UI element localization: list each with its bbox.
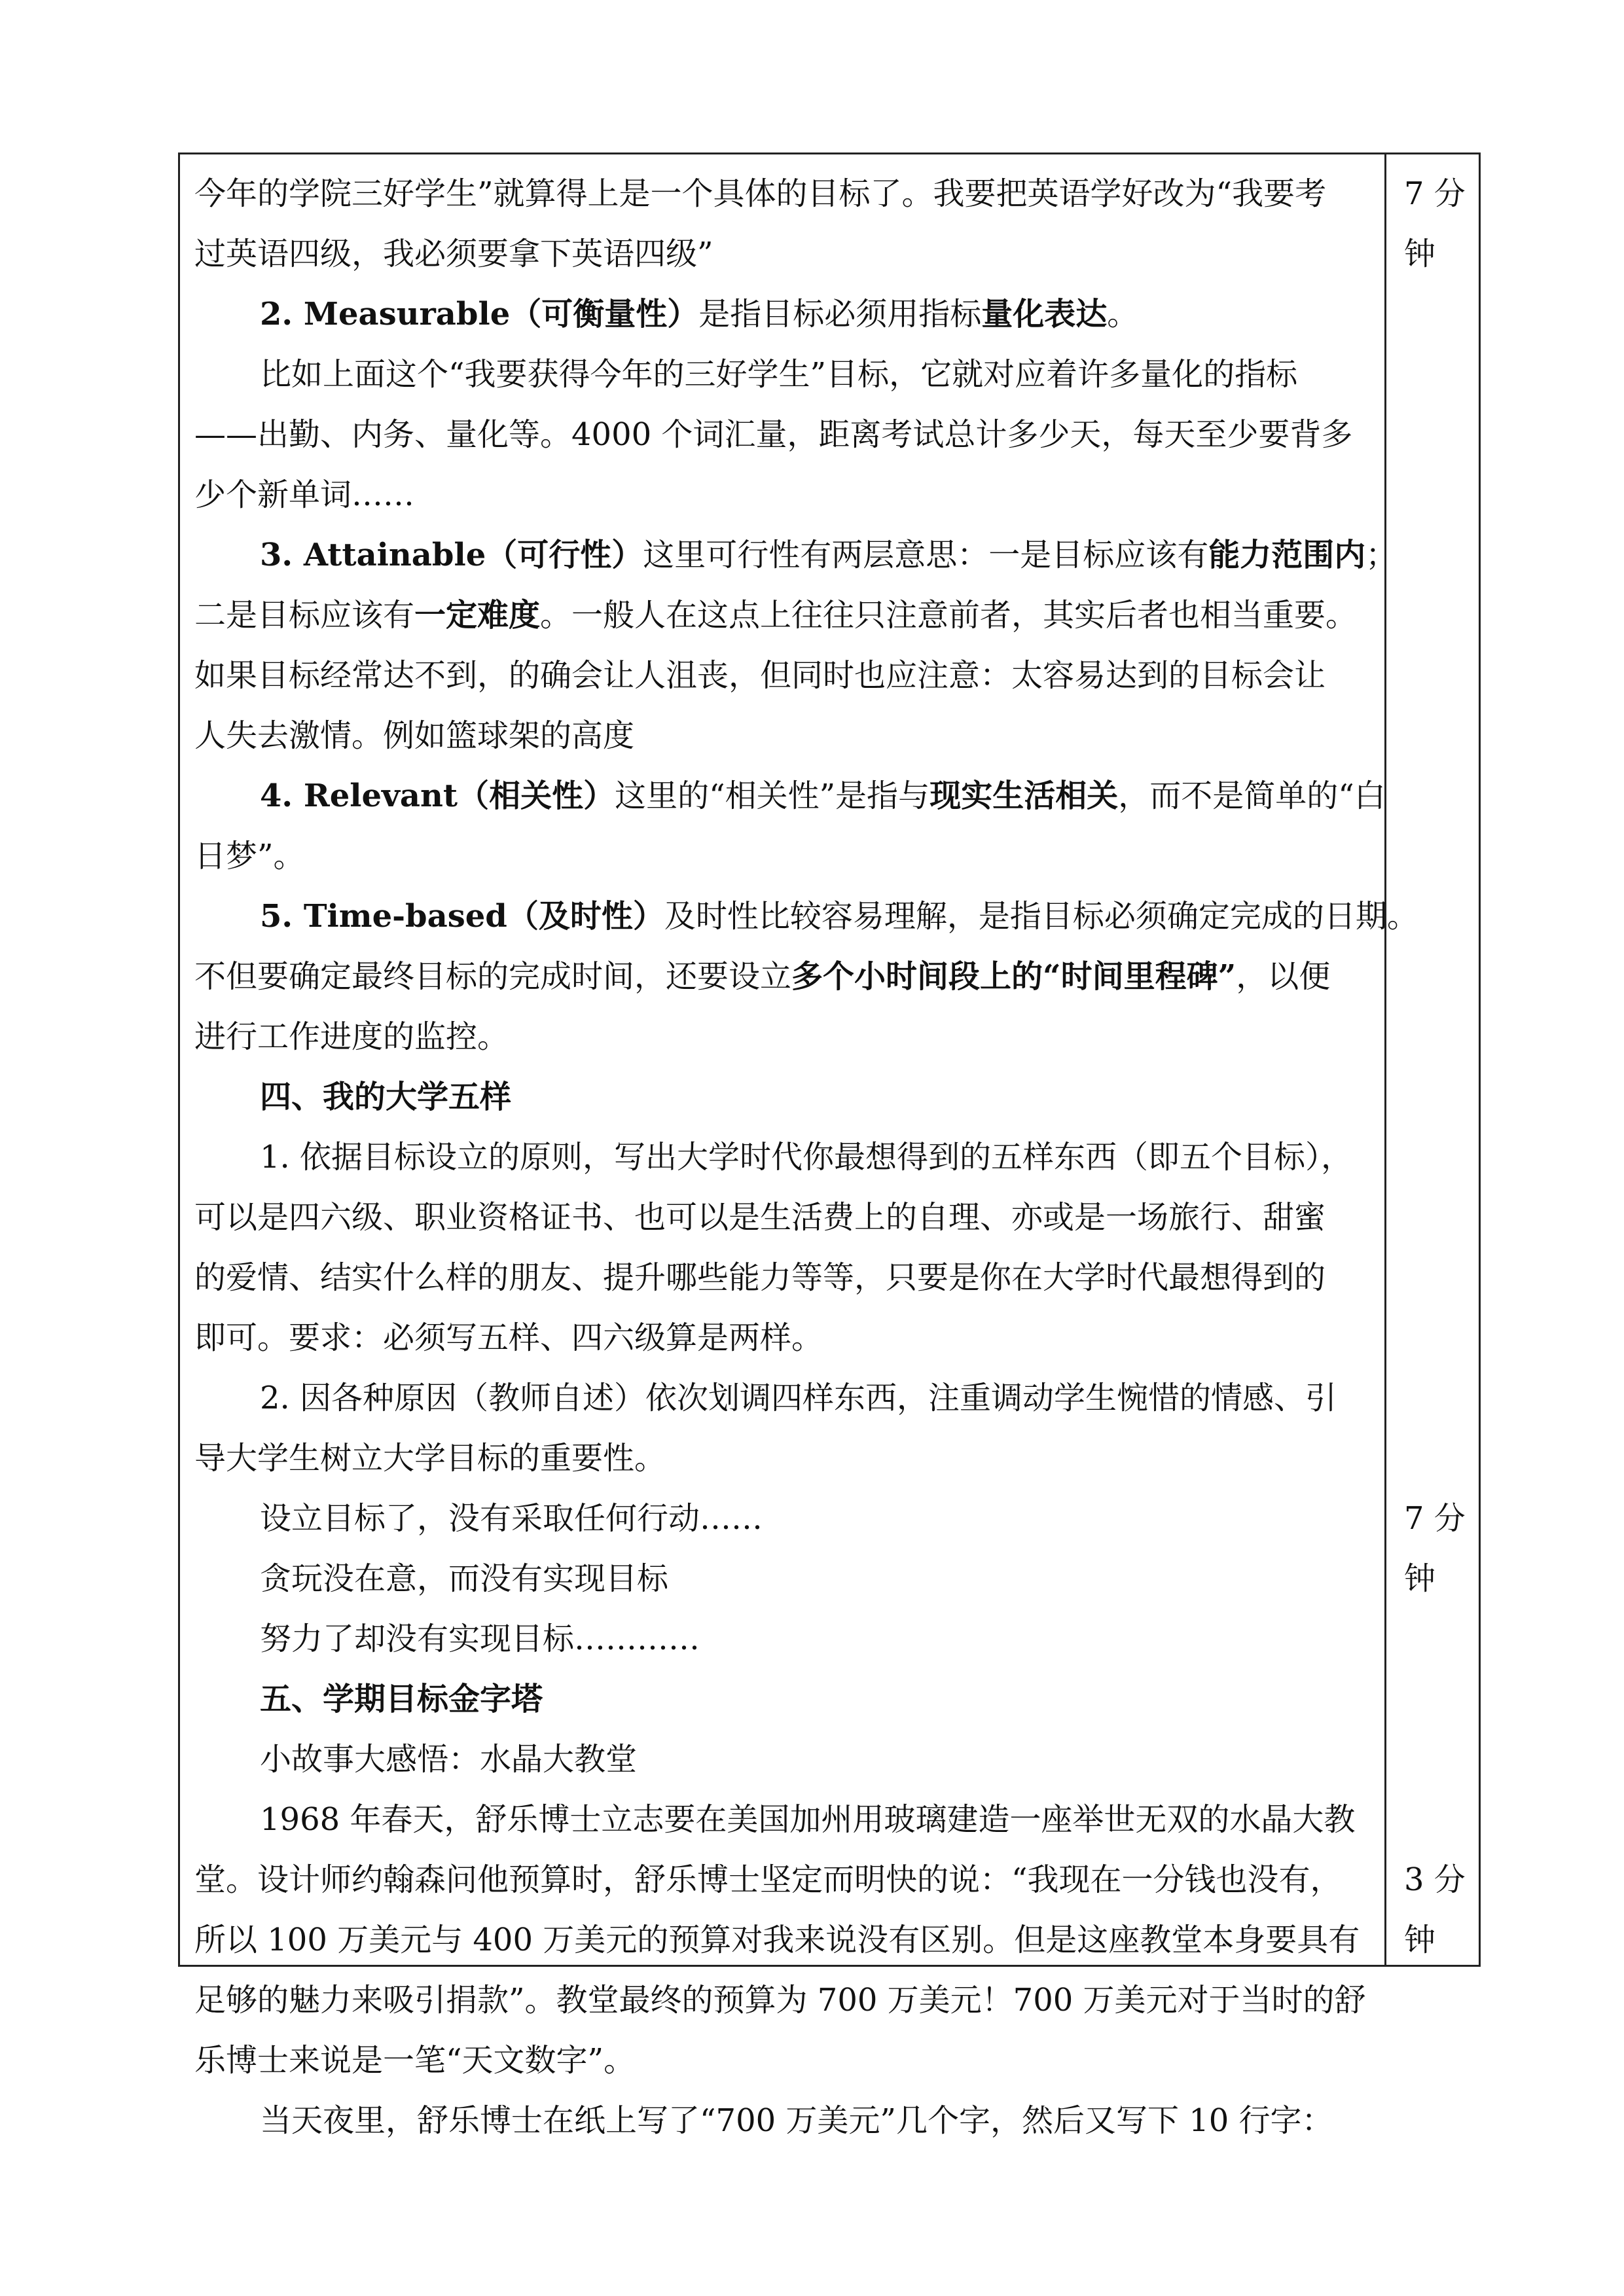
column-divider <box>1384 154 1386 1965</box>
text-span: 不但要确定最终目标的完成时间，还要设立 <box>194 958 792 995</box>
text-span: ，以便 <box>1236 958 1331 995</box>
principle-emphasis: 量化表达 <box>981 296 1108 332</box>
text-line <box>194 596 1357 635</box>
text-line: 贪玩没在意，而没有实现目标 <box>260 1560 669 1597</box>
principle-text: 及时性比较容易理解，是指目标必须确定完成的日期。 <box>664 898 1418 935</box>
principle-time-based <box>260 897 1418 936</box>
text-line: 设立目标了，没有采取任何行动…… <box>260 1500 763 1537</box>
text-emphasis: 多个小时间段上的“时间里程碑” <box>791 958 1236 995</box>
principle-end: ，而不是简单的“白 <box>1118 778 1386 814</box>
principle-end: 。 <box>1107 296 1139 332</box>
text-line: 2. 因各种原因（教师自述）依次划调四样东西，注重调动学生惋惜的情感、引 <box>260 1380 1337 1416</box>
text-line: 今年的学院三好学生”就算得上是一个具体的目标了。我要把英语学好改为“我要考 <box>194 175 1327 212</box>
principle-title: 4. Relevant（相关性） <box>260 778 615 814</box>
time-unit: 钟 <box>1404 236 1436 272</box>
principle-text: 这里的“相关性”是指与 <box>615 778 930 814</box>
text-line: 进行工作进度的监控。 <box>194 1018 509 1055</box>
text-line: 1. 依据目标设立的原则，写出大学时代你最想得到的五样东西（即五个目标）， <box>260 1139 1353 1175</box>
principle-end: ； <box>1365 537 1398 573</box>
text-line: 当天夜里，舒乐博士在纸上写了“700 万美元”几个字，然后又写下 10 行字： <box>260 2102 1333 2139</box>
text-line <box>194 957 1330 996</box>
text-line: 1968 年春天，舒乐博士立志要在美国加州用玻璃建造一座举世无双的水晶大教 <box>260 1801 1356 1838</box>
principle-emphasis: 能力范围内 <box>1208 537 1366 573</box>
text-line: 的爱情、结实什么样的朋友、提升哪些能力等等，只要是你在大学时代最想得到的 <box>194 1259 1326 1296</box>
text-line: 所以 100 万美元与 400 万美元的预算对我来说没有区别。但是这座教堂本身要具有 <box>194 1922 1360 1958</box>
text-line: 可以是四六级、职业资格证书、也可以是生活费上的自理、亦或是一场旅行、甜蜜 <box>194 1199 1326 1236</box>
time-value: 7 分 <box>1404 175 1466 212</box>
text-line: 过英语四级，我必须要拿下英语四级” <box>194 236 713 272</box>
time-unit: 钟 <box>1404 1922 1436 1958</box>
text-line: 乐博士来说是一笔“天文数字”。 <box>194 2042 636 2079</box>
lesson-plan-table <box>178 152 1481 2139</box>
text-span: 。一般人在这点上往往只注意前者，其实后者也相当重要。 <box>540 597 1358 634</box>
principle-title: 2. Measurable（可衡量性） <box>260 296 699 332</box>
section-heading: 四、我的大学五样 <box>260 1079 512 1115</box>
text-line: 导大学生树立大学目标的重要性。 <box>194 1440 666 1477</box>
text-line: 比如上面这个“我要获得今年的三好学生”目标，它就对应着许多量化的指标 <box>260 356 1298 393</box>
principle-text: 这里可行性有两层意思：一是目标应该有 <box>643 537 1209 573</box>
section-heading: 五、学期目标金字塔 <box>260 1681 543 1717</box>
text-line: 小故事大感悟：水晶大教堂 <box>260 1741 638 1778</box>
text-line: 人失去激情。例如篮球架的高度 <box>194 717 635 754</box>
principle-relevant <box>260 776 1386 816</box>
principle-text: 是指目标必须用指标 <box>698 296 982 332</box>
text-line: 即可。要求：必须写五样、四六级算是两样。 <box>194 1319 823 1356</box>
text-line: 努力了却没有实现目标………… <box>260 1621 700 1657</box>
text-line: 足够的魅力来吸引捐款”。教堂最终的预算为 700 万美元！700 万美元对于当时的舒 <box>194 1982 1366 2018</box>
text-line: 少个新单词…… <box>194 476 415 513</box>
time-unit: 钟 <box>1404 1560 1436 1597</box>
text-line: 如果目标经常达不到，的确会让人沮丧，但同时也应注意：太容易达到的目标会让 <box>194 657 1326 694</box>
text-span: 二是目标应该有 <box>194 597 415 634</box>
time-value: 7 分 <box>1404 1500 1466 1537</box>
principle-title: 5. Time-based（及时性） <box>260 898 664 935</box>
principle-title: 3. Attainable（可行性） <box>260 537 643 573</box>
principle-measurable <box>260 295 1138 334</box>
text-line: ——出勤、内务、量化等。4000 个词汇量，距离考试总计多少天，每天至少要背多 <box>194 416 1353 453</box>
text-emphasis: 一定难度 <box>414 597 541 634</box>
text-line: 堂。设计师约翰森问他预算时，舒乐博士坚定而明快的说：“我现在一分钱也没有， <box>194 1861 1342 1898</box>
principle-emphasis: 现实生活相关 <box>929 778 1119 814</box>
text-line: 日梦”。 <box>194 838 305 874</box>
principle-attainable <box>260 535 1397 575</box>
time-value: 3 分 <box>1404 1861 1466 1898</box>
